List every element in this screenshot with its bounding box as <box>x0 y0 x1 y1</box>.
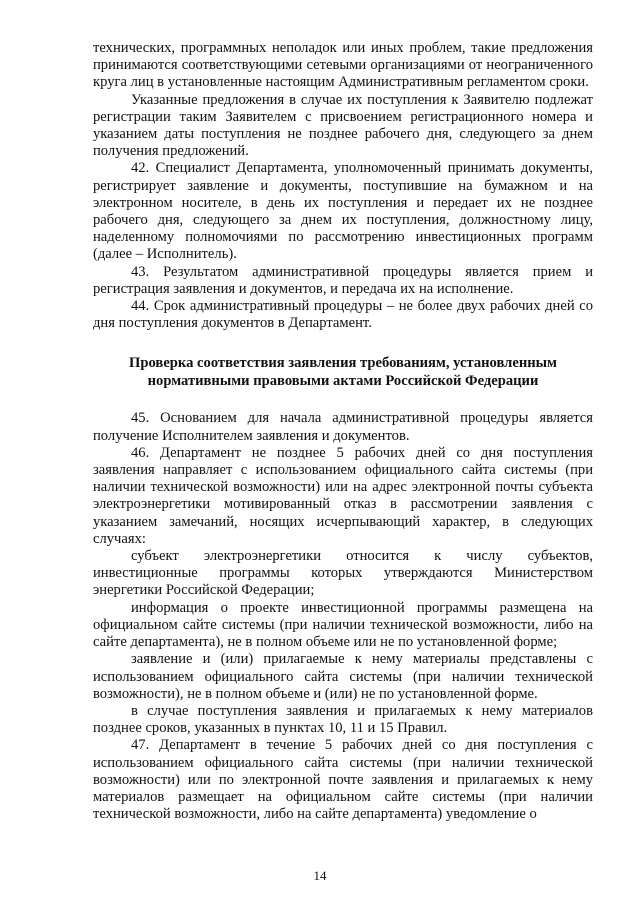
page-number: 14 <box>313 868 327 883</box>
section-heading <box>93 354 593 390</box>
paragraphs-before-heading <box>93 40 593 332</box>
paragraph-p45: 45. Основанием для начала административной процедуры является получение Исполнителем заявления и документов. <box>93 410 593 444</box>
paragraph-p46b: информация о проекте инвестиционной программы размещена на официальном сайте системы (при наличии технической возможности, либо на сайте департамента), не в полном объеме или не по установленной форме; <box>93 599 593 651</box>
paragraph-p42: 42. Специалист Департамента, уполномоченный принимать документы, регистрирует заявление и документы, поступившие на бумажном и на электронном носителе, в день их поступления и передает их не позднее рабочего дня, следующего за днем их поступления, должностному лицу, наделенному полномочиями по рассмотрению инвестиционных программ (далее – Исполнитель). <box>93 160 593 263</box>
section-heading-line-1: Проверка соответствия заявления требованиям, установленным <box>129 355 557 372</box>
paragraph-p46a: субъект электроэнергетики относится к числу субъектов, инвестиционные программы которых утверждаются Министерством энергетики Российской Федерации; <box>93 548 593 599</box>
paragraph-p46d: в случае поступления заявления и прилагаемых к нему материалов позднее сроков, указанных в пунктах 10, 11 и 15 Правил. <box>93 702 593 737</box>
paragraph-p47: 47. Департамент в течение 5 рабочих дней со дня поступления с использованием официального сайта системы (при наличии технической возможности) или по электронной почте заявления и прилагаемых к нему материалов размещает на официальном сайте системы (при наличии технической возможности, либо на сайте департамента) уведомление о <box>93 737 593 823</box>
paragraph-p43: 43. Результатом административной процедуры является прием и регистрация заявления и документов, и передача их на исполнение. <box>93 263 593 297</box>
document-body <box>93 40 593 823</box>
paragraph-p46: 46. Департамент не позднее 5 рабочих дней со дня поступления заявления направляет с использованием официального сайта системы (при наличии технической возможности) или на адрес электронной почты субъекта электроэнергетики мотивированный отказ в рассмотрении заявления с указанием замечаний, носящих исчерпывающий характер, в следующих случаях: <box>93 444 593 547</box>
paragraph-p44: 44. Срок административный процедуры – не более двух рабочих дней со дня поступления документов в Департамент. <box>93 298 593 332</box>
paragraph-p1: Указанные предложения в случае их поступления к Заявителю подлежат регистрации таким Заявителем с присвоением регистрационного номера и указанием даты поступления не позднее рабочего дня, следующего за днем получения предложений. <box>93 91 593 160</box>
paragraph-p46c: заявление и (или) прилагаемые к нему материалы представлены с использованием официального сайта системы (при наличии технической возможности), не в полном объеме и (или) не по установленной форме. <box>93 651 593 702</box>
paragraphs-after-heading <box>93 410 593 823</box>
section-heading-line-2: нормативными правовыми актами Российской Федерации <box>147 373 539 390</box>
paragraph-p0: технических, программных неполадок или иных проблем, такие предложения принимаются соответствующими сетевыми организациями от неограниченного круга лиц в установленные настоящим Административным регламентом сроки. <box>93 40 593 91</box>
